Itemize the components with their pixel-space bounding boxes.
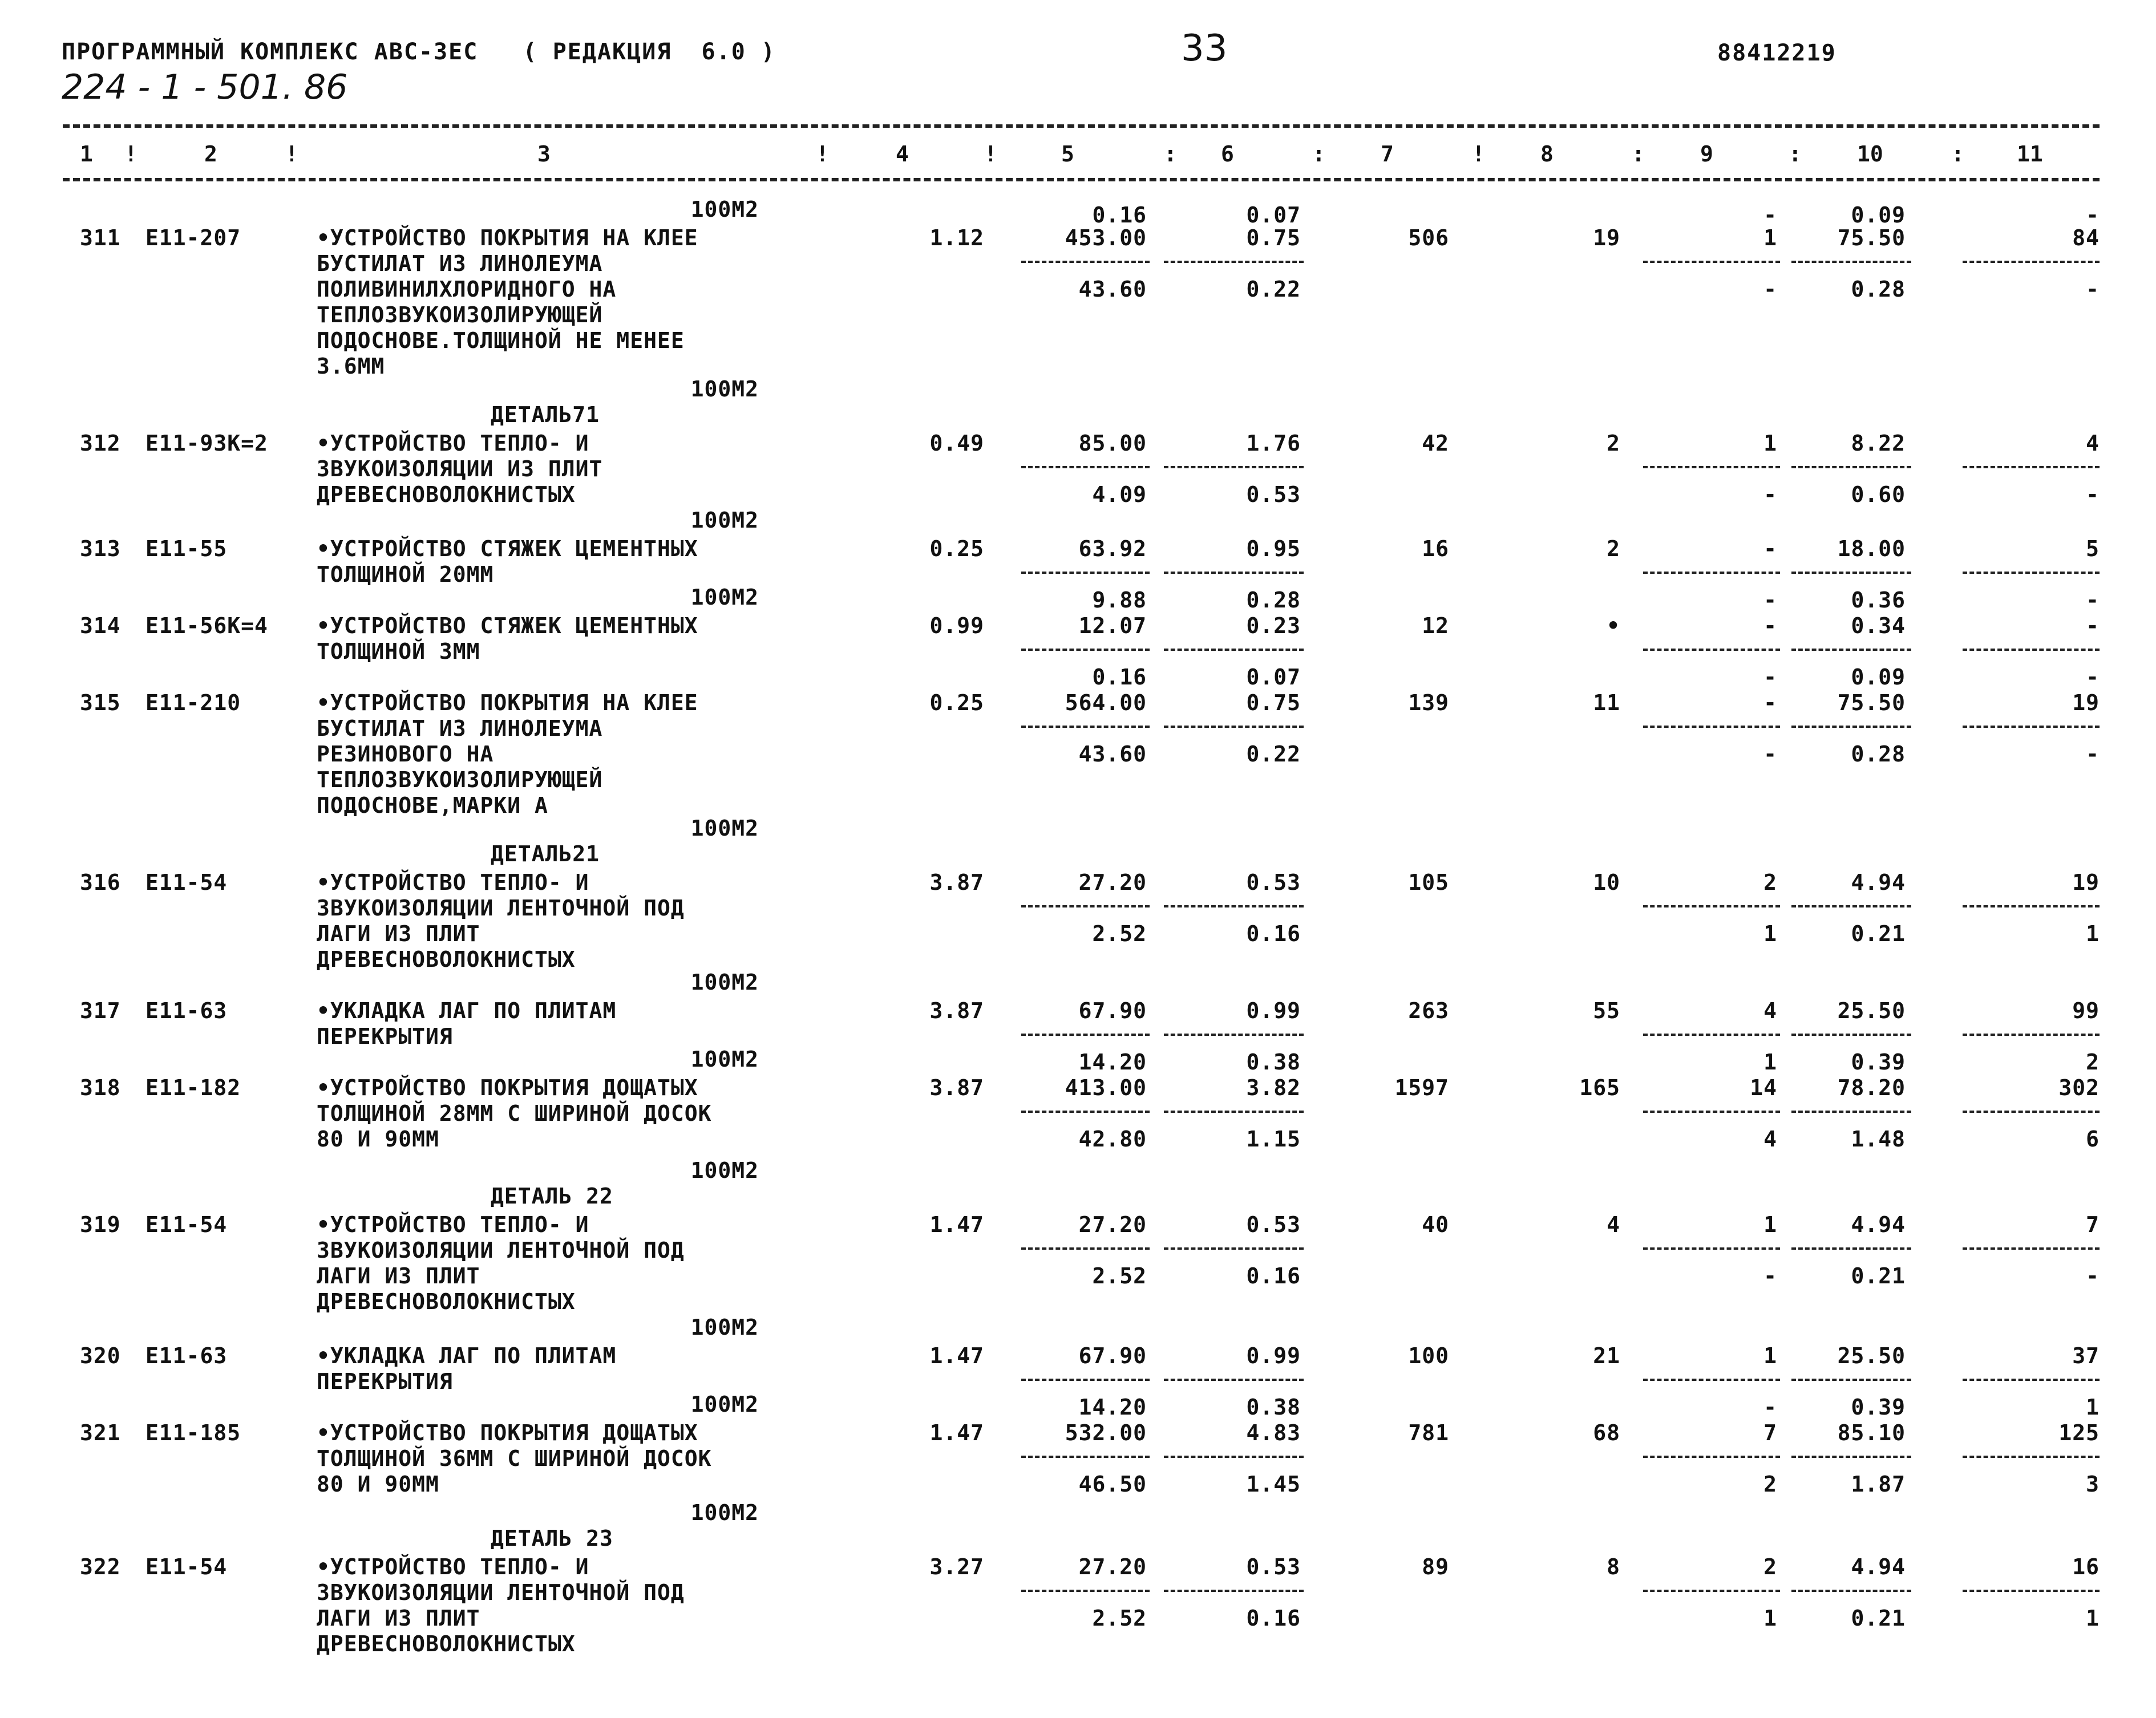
cell-c9-below: - <box>1763 664 1777 690</box>
cell-c9-below: - <box>1763 482 1777 507</box>
row-number: 316 <box>80 870 121 895</box>
work-description: •УСТРОЙСТВО ПОКРЫТИЯ ДОЩАТЫХ ТОЛЩИНОЙ 28ММ С ШИРИНОЙ ДОСОК 80 И 90ММ <box>317 1075 712 1152</box>
row-number: 311 <box>80 225 121 250</box>
dash-col5 <box>1021 1590 1150 1592</box>
dash-col6 <box>1164 905 1304 907</box>
work-description: •УСТРОЙСТВО ПОКРЫТИЯ ДОЩАТЫХ ТОЛЩИНОЙ 36ММ С ШИРИНОЙ ДОСОК 80 И 90ММ <box>317 1420 712 1497</box>
cell-c5-below: 2.52 <box>1092 1263 1147 1288</box>
dash-col9 <box>1643 905 1780 907</box>
cell-c6: 0.53 <box>1246 870 1301 895</box>
dash-col9 <box>1643 1379 1780 1381</box>
cell-c7: 506 <box>1408 225 1449 250</box>
cell-c5: 532.00 <box>1065 1420 1147 1445</box>
unit-label: 100М2 <box>690 816 759 841</box>
cell-c8: 11 <box>1593 690 1620 715</box>
row-number: 313 <box>80 536 121 561</box>
dash-col11 <box>1963 1456 2100 1458</box>
cell-c7: 263 <box>1408 998 1449 1023</box>
work-description: •УСТРОЙСТВО СТЯЖЕК ЦЕМЕНТНЫХ ТОЛЩИНОЙ 20ММ <box>317 536 698 587</box>
page-number: 33 <box>1181 27 1228 70</box>
cell-c11-below: 2 <box>2086 1050 2100 1075</box>
cell-c10-below: 1.48 <box>1851 1127 1906 1152</box>
work-description: •УКЛАДКА ЛАГ ПО ПЛИТАМ ПЕРЕКРЫТИЯ <box>317 1343 617 1394</box>
cell-c6: 0.99 <box>1246 1343 1301 1368</box>
cell-c11: 19 <box>2072 690 2100 715</box>
cell-c8: 21 <box>1593 1343 1620 1368</box>
norm-code: Е11-54 <box>145 1554 228 1579</box>
cell-c5: 85.00 <box>1078 431 1147 456</box>
norm-code: Е11-55 <box>145 536 228 561</box>
cell-c10: 75.50 <box>1837 690 1906 715</box>
cell-c6-above: 0.07 <box>1246 202 1301 228</box>
dash-col9 <box>1643 1111 1780 1113</box>
dash-col11 <box>1963 466 2100 468</box>
work-description: •УСТРОЙСТВО СТЯЖЕК ЦЕМЕНТНЫХ ТОЛЩИНОЙ 3ММ <box>317 613 698 664</box>
cell-c7: 89 <box>1422 1554 1449 1579</box>
cell-c9: 1 <box>1763 1343 1777 1368</box>
unit-label: 100М2 <box>690 197 759 222</box>
cell-c10-below: 0.21 <box>1851 1263 1906 1288</box>
cell-c10-above: 0.09 <box>1851 202 1906 228</box>
dash-col11 <box>1963 649 2100 651</box>
cell-c10: 4.94 <box>1851 1212 1906 1237</box>
cell-c10-below: 0.36 <box>1851 587 1906 613</box>
handwritten-project-code: 224 - 1 - 501. 86 <box>62 67 348 107</box>
dash-col9 <box>1643 649 1780 651</box>
cell-c8: 55 <box>1593 998 1620 1023</box>
dash-col10 <box>1791 1247 1911 1250</box>
cell-c11-below: 1 <box>2086 1395 2100 1420</box>
cell-c9-below: - <box>1763 1395 1777 1420</box>
unit-label: 100М2 <box>690 970 759 995</box>
dash-col9 <box>1643 1590 1780 1592</box>
cell-c6-below: 0.38 <box>1246 1395 1301 1420</box>
cell-c5: 27.20 <box>1078 1212 1147 1237</box>
cell-c4: 0.49 <box>929 431 984 456</box>
cell-c5-below: 43.60 <box>1078 742 1147 767</box>
dash-col10 <box>1791 1379 1911 1381</box>
cell-c11-below: 3 <box>2086 1472 2100 1497</box>
cell-c10-below: 0.60 <box>1851 482 1906 507</box>
cell-c9-below: - <box>1763 742 1777 767</box>
dash-col11 <box>1963 1590 2100 1592</box>
cell-c11-below: 6 <box>2086 1127 2100 1152</box>
cell-c9: 14 <box>1750 1075 1777 1100</box>
cell-c5-below: 43.60 <box>1078 277 1147 302</box>
cell-c9-below: 1 <box>1763 1050 1777 1075</box>
col-head-1: 1 <box>80 141 93 167</box>
dash-col11 <box>1963 261 2100 263</box>
cell-c11: 19 <box>2072 870 2100 895</box>
cell-c5-below: 0.16 <box>1092 664 1147 690</box>
cell-c9: - <box>1763 690 1777 715</box>
dash-col9 <box>1643 1034 1780 1036</box>
col-head-4: 4 <box>896 141 909 167</box>
cell-c10-below: 0.28 <box>1851 742 1906 767</box>
detail-label: ДЕТАЛЬ 23 <box>491 1526 613 1551</box>
unit-label: 100М2 <box>690 1392 759 1417</box>
row-number: 322 <box>80 1554 121 1579</box>
dash-col5 <box>1021 1034 1150 1036</box>
row-number: 312 <box>80 431 121 456</box>
cell-c10-below: 0.39 <box>1851 1050 1906 1075</box>
cell-c6-below: 0.07 <box>1246 664 1301 690</box>
cell-c10: 25.50 <box>1837 1343 1906 1368</box>
cell-c10: 0.34 <box>1851 613 1906 638</box>
dash-col6 <box>1164 466 1304 468</box>
col-head-11: 11 <box>2017 141 2043 167</box>
cell-c5-below: 4.09 <box>1092 482 1147 507</box>
dash-col6 <box>1164 1111 1304 1113</box>
dash-col10 <box>1791 649 1911 651</box>
cell-c4: 0.25 <box>929 536 984 561</box>
cell-c5-below: 9.88 <box>1092 587 1147 613</box>
cell-c5: 564.00 <box>1065 690 1147 715</box>
cell-c10: 18.00 <box>1837 536 1906 561</box>
dash-col10 <box>1791 905 1911 907</box>
cell-c5: 63.92 <box>1078 536 1147 561</box>
row-number: 318 <box>80 1075 121 1100</box>
unit-label: 100М2 <box>690 376 759 402</box>
cell-c10: 78.20 <box>1837 1075 1906 1100</box>
cell-c7: 12 <box>1422 613 1449 638</box>
cell-c9-below: - <box>1763 1263 1777 1288</box>
cell-c9-below: 1 <box>1763 1606 1777 1631</box>
cell-c7: 105 <box>1408 870 1449 895</box>
unit-label: 100М2 <box>690 1315 759 1340</box>
cell-c6-below: 0.16 <box>1246 921 1301 946</box>
detail-label: ДЕТАЛЬ71 <box>491 402 600 427</box>
dash-col6 <box>1164 649 1304 651</box>
cell-c10-below: 0.28 <box>1851 277 1906 302</box>
cell-c6-below: 0.22 <box>1246 742 1301 767</box>
document-page: ПРОГРАММНЫЙ КОМПЛЕКС АВС-3ЕС ( РЕДАКЦИЯ 6.0 ) 33 88412219 224 - 1 - 501. 86 1 2 3 4 5 6 7 8 9 10 11 ! ! ! ! : : ! : : : 100М2 311 Е11-207 •УСТРОЙСТВО ПОКРЫТИЯ НА КЛЕЕ БУСТИЛАТ ИЗ ЛИНОЛЕУМА ПОЛИВИНИЛХЛОРИДНОГО НА ТЕПЛОЗВУКОИЗОЛИРУЮЩЕЙ ПОДОСНОВЕ.ТОЛЩИНОЙ НЕ МЕНЕЕ 3.6ММ 1.12 453.00 0.16 43.60 0.75 0.07 0.22 506 19 1 - - 75.50 0.09 0.28 84 - - ДЕТАЛЬ71 100М2 312 Е11-93К=2 •УСТРОЙСТВО ТЕПЛО- И ЗВУКОИЗОЛЯЦИИ ИЗ ПЛИТ ДРЕВЕСНОВОЛОКНИСТЫХ 0.49 85.00 4.09 1.76 0.53 42 2 1 - 8.22 0.60 4 - 100М2 313 Е11-55 •УСТРОЙСТВО СТЯЖЕК ЦЕМЕНТНЫХ ТОЛЩИНОЙ 20ММ 0.25 63.92 9.88 0.95 0.28 16 2 - - 18.00 0.36 5 - 100М2 314 Е11-56К=4 •УСТРОЙСТВО СТЯЖЕК ЦЕМЕНТНЫХ ТОЛЩИНОЙ 3ММ 0.99 12.07 0.16 0.23 0.07 12 • - - 0.34 0.09 - - 315 Е11-210 •УСТРОЙСТВО ПОКРЫТИЯ НА КЛЕЕ БУСТИЛАТ ИЗ ЛИНОЛЕУМА РЕЗИНОВОГО НА ТЕПЛОЗВУКОИЗОЛИРУЮЩЕЙ ПОДОСНОВЕ,МАРКИ А 0.25 564.00 43.60 0.75 0.22 139 11 - - 75.50 0.28 19 - ДЕТАЛЬ21 100М2 316 Е11-54 •УСТРОЙСТВО ТЕПЛО- И ЗВУКОИЗОЛЯЦИИ ЛЕНТОЧНОЙ ПОД ЛАГИ ИЗ ПЛИТ ДРЕВЕСНОВОЛОКНИСТЫХ 3.87 27.20 2.52 0.53 0.16 105 10 2 1 4.94 0.21 19 1 100М2 317 Е11-63 •УКЛАДКА ЛАГ ПО ПЛИТАМ ПЕРЕКРЫТИЯ 3.87 67.90 14.20 0.99 0.38 263 55 4 1 25.50 0.39 99 2 100М2 318 Е11-182 •УСТРОЙСТВО ПОКРЫТИЯ ДОЩАТЫХ ТОЛЩИНОЙ 28ММ С ШИРИНОЙ ДОСОК 80 И 90ММ 3.87 413.00 42.80 3.82 1.15 1597 165 14 4 78.20 1.48 302 6 ДЕТАЛЬ 22 100М2 319 Е11-54 •УСТРОЙСТВО ТЕПЛО- И ЗВУКОИЗОЛЯЦИИ ЛЕНТОЧНОЙ ПОД ЛАГИ ИЗ ПЛИТ ДРЕВЕСНОВОЛОКНИСТЫХ 1.47 27.20 2.52 0.53 0.16 40 4 1 - 4.94 0.21 7 - 100М2 320 Е11-63 •УКЛАДКА ЛАГ ПО ПЛИТАМ ПЕРЕКРЫТИЯ 1.47 67.90 14.20 0.99 0.38 100 21 1 - 25.50 0.39 37 1 100М2 321 Е11-185 •УСТРОЙСТВО ПОКРЫТИЯ ДОЩАТЫХ ТОЛЩИНОЙ 36ММ С ШИРИНОЙ ДОСОК 80 И 90ММ 1.47 532.00 46.50 4.83 1.45 781 68 7 2 85.10 1.87 125 3 ДЕТАЛЬ 23 100М2 322 Е11-54 •УСТРОЙСТВО ТЕПЛО- И ЗВУКОИЗОЛЯЦИИ ЛЕНТОЧНОЙ ПОД ЛАГИ ИЗ ПЛИТ ДРЕВЕСНОВОЛОКНИСТЫХ 3.27 27.20 2.52 0.53 0.16 89 8 2 1 4.94 0.21 16 1 <box>62 27 2100 1656</box>
dash-col5 <box>1021 572 1150 574</box>
work-description: •УСТРОЙСТВО ТЕПЛО- И ЗВУКОИЗОЛЯЦИИ ЛЕНТОЧНОЙ ПОД ЛАГИ ИЗ ПЛИТ ДРЕВЕСНОВОЛОКНИСТЫХ <box>317 870 685 972</box>
unit-label: 100М2 <box>690 585 759 610</box>
cell-c4: 3.27 <box>929 1554 984 1579</box>
cell-c10: 8.22 <box>1851 431 1906 456</box>
cell-c8: 10 <box>1593 870 1620 895</box>
header-rule <box>63 178 2100 181</box>
norm-code: Е11-182 <box>145 1075 241 1100</box>
dash-col10 <box>1791 466 1911 468</box>
cell-c4: 1.47 <box>929 1420 984 1445</box>
norm-code: Е11-93К=2 <box>145 431 268 456</box>
dash-col5 <box>1021 1247 1150 1250</box>
cell-c7: 139 <box>1408 690 1449 715</box>
cell-c6: 0.99 <box>1246 998 1301 1023</box>
cell-c9-below: 1 <box>1763 921 1777 946</box>
norm-code: Е11-185 <box>145 1420 241 1445</box>
cell-c5: 67.90 <box>1078 998 1147 1023</box>
dash-col10 <box>1791 1590 1911 1592</box>
cell-c9: 2 <box>1763 870 1777 895</box>
cell-c4: 0.99 <box>929 613 984 638</box>
col-head-10: 10 <box>1857 141 1883 167</box>
unit-label: 100М2 <box>690 1500 759 1525</box>
cell-c6: 3.82 <box>1246 1075 1301 1100</box>
dash-col6 <box>1164 1590 1304 1592</box>
top-rule <box>63 124 2100 128</box>
norm-code: Е11-54 <box>145 870 228 895</box>
cell-c6: 0.95 <box>1246 536 1301 561</box>
dash-col9 <box>1643 1247 1780 1250</box>
cell-c11-below: - <box>2086 742 2100 767</box>
dash-col10 <box>1791 261 1911 263</box>
dash-col10 <box>1791 726 1911 728</box>
row-number: 320 <box>80 1343 121 1368</box>
cell-c9-below: - <box>1763 277 1777 302</box>
col-head-3: 3 <box>537 141 551 167</box>
cell-c11: 125 <box>2058 1420 2100 1445</box>
cell-c9: 1 <box>1763 225 1777 250</box>
cell-c5-below: 14.20 <box>1078 1050 1147 1075</box>
col-head-9: 9 <box>1700 141 1713 167</box>
dash-col10 <box>1791 572 1911 574</box>
cell-c8: 165 <box>1579 1075 1620 1100</box>
cell-c11-below: - <box>2086 482 2100 507</box>
cell-c9-below: 4 <box>1763 1127 1777 1152</box>
dash-col11 <box>1963 572 2100 574</box>
cell-c6: 4.83 <box>1246 1420 1301 1445</box>
cell-c6: 0.53 <box>1246 1212 1301 1237</box>
cell-c11-below: 1 <box>2086 1606 2100 1631</box>
dash-col9 <box>1643 572 1780 574</box>
cell-c5: 413.00 <box>1065 1075 1147 1100</box>
dash-col10 <box>1791 1034 1911 1036</box>
row-number: 315 <box>80 690 121 715</box>
dash-col5 <box>1021 1111 1150 1113</box>
cell-c10: 4.94 <box>1851 1554 1906 1579</box>
cell-c5: 27.20 <box>1078 1554 1147 1579</box>
detail-label: ДЕТАЛЬ21 <box>491 841 600 866</box>
cell-c8: 8 <box>1607 1554 1620 1579</box>
dash-col11 <box>1963 726 2100 728</box>
cell-c11: 302 <box>2058 1075 2100 1100</box>
dash-col11 <box>1963 1034 2100 1036</box>
cell-c11-below: - <box>2086 587 2100 613</box>
cell-c10: 25.50 <box>1837 998 1906 1023</box>
cell-c11: 37 <box>2072 1343 2100 1368</box>
cell-c5: 27.20 <box>1078 870 1147 895</box>
cell-c11-below: - <box>2086 277 2100 302</box>
cell-c9: - <box>1763 536 1777 561</box>
dash-col9 <box>1643 726 1780 728</box>
work-description: •УСТРОЙСТВО ТЕПЛО- И ЗВУКОИЗОЛЯЦИИ ЛЕНТОЧНОЙ ПОД ЛАГИ ИЗ ПЛИТ ДРЕВЕСНОВОЛОКНИСТЫХ <box>317 1554 685 1656</box>
cell-c9-above: - <box>1763 202 1777 228</box>
cell-c9: 7 <box>1763 1420 1777 1445</box>
cell-c5-below: 46.50 <box>1078 1472 1147 1497</box>
cell-c9: - <box>1763 613 1777 638</box>
cell-c6: 1.76 <box>1246 431 1301 456</box>
dash-col5 <box>1021 1456 1150 1458</box>
cell-c5-below: 14.20 <box>1078 1395 1147 1420</box>
cell-c10-below: 0.21 <box>1851 921 1906 946</box>
cell-c7: 16 <box>1422 536 1449 561</box>
cell-c8: 2 <box>1607 536 1620 561</box>
cell-c11-below: - <box>2086 664 2100 690</box>
cell-c11: 99 <box>2072 998 2100 1023</box>
cell-c5-below: 2.52 <box>1092 1606 1147 1631</box>
dash-col9 <box>1643 261 1780 263</box>
dash-col10 <box>1791 1111 1911 1113</box>
dash-col5 <box>1021 1379 1150 1381</box>
cell-c11-below: - <box>2086 1263 2100 1288</box>
cell-c9: 4 <box>1763 998 1777 1023</box>
work-description: •УСТРОЙСТВО ТЕПЛО- И ЗВУКОИЗОЛЯЦИИ ЛЕНТОЧНОЙ ПОД ЛАГИ ИЗ ПЛИТ ДРЕВЕСНОВОЛОКНИСТЫХ <box>317 1212 685 1314</box>
cell-c9-below: 2 <box>1763 1472 1777 1497</box>
norm-code: Е11-63 <box>145 998 228 1023</box>
cell-c10: 85.10 <box>1837 1420 1906 1445</box>
cell-c6-below: 0.53 <box>1246 482 1301 507</box>
cell-c11: 5 <box>2086 536 2100 561</box>
cell-c11-above: - <box>2086 202 2100 228</box>
cell-c6-below: 1.15 <box>1246 1127 1301 1152</box>
cell-c6-below: 1.45 <box>1246 1472 1301 1497</box>
cell-c7: 781 <box>1408 1420 1449 1445</box>
dash-col6 <box>1164 1034 1304 1036</box>
cell-c5-above: 0.16 <box>1092 202 1147 228</box>
dash-col11 <box>1963 1247 2100 1250</box>
cell-c6: 0.23 <box>1246 613 1301 638</box>
dash-col5 <box>1021 726 1150 728</box>
norm-code: Е11-207 <box>145 225 241 250</box>
cell-c8: 19 <box>1593 225 1620 250</box>
cell-c6-below: 0.28 <box>1246 587 1301 613</box>
cell-c5-below: 2.52 <box>1092 921 1147 946</box>
cell-c8: 68 <box>1593 1420 1620 1445</box>
cell-c6: 0.53 <box>1246 1554 1301 1579</box>
dash-col10 <box>1791 1456 1911 1458</box>
col-head-8: 8 <box>1540 141 1554 167</box>
cell-c4: 3.87 <box>929 870 984 895</box>
dash-col6 <box>1164 261 1304 263</box>
cell-c4: 3.87 <box>929 1075 984 1100</box>
work-description: •УКЛАДКА ЛАГ ПО ПЛИТАМ ПЕРЕКРЫТИЯ <box>317 998 617 1049</box>
cell-c8: 4 <box>1607 1212 1620 1237</box>
col-head-2: 2 <box>204 141 217 167</box>
dash-col11 <box>1963 1379 2100 1381</box>
cell-c6-below: 0.16 <box>1246 1606 1301 1631</box>
dash-col6 <box>1164 1379 1304 1381</box>
dash-col11 <box>1963 905 2100 907</box>
norm-code: Е11-210 <box>145 690 241 715</box>
cell-c5: 12.07 <box>1078 613 1147 638</box>
cell-c9: 1 <box>1763 431 1777 456</box>
row-number: 317 <box>80 998 121 1023</box>
dash-col6 <box>1164 572 1304 574</box>
dash-col5 <box>1021 649 1150 651</box>
cell-c11: 84 <box>2072 225 2100 250</box>
cell-c7: 100 <box>1408 1343 1449 1368</box>
dash-col11 <box>1963 1111 2100 1113</box>
norm-code: Е11-56К=4 <box>145 613 268 638</box>
unit-label: 100М2 <box>690 508 759 533</box>
cell-c11: - <box>2086 613 2100 638</box>
cell-c4: 0.25 <box>929 690 984 715</box>
cell-c6: 0.75 <box>1246 690 1301 715</box>
cell-c7: 42 <box>1422 431 1449 456</box>
dash-col6 <box>1164 1247 1304 1250</box>
cell-c6-below: 0.16 <box>1246 1263 1301 1288</box>
cell-c7: 40 <box>1422 1212 1449 1237</box>
cell-c4: 1.12 <box>929 225 984 250</box>
cell-c9-below: - <box>1763 587 1777 613</box>
cell-c11-below: 1 <box>2086 921 2100 946</box>
cell-c9: 1 <box>1763 1212 1777 1237</box>
document-code: 88412219 <box>1717 40 1837 66</box>
norm-code: Е11-54 <box>145 1212 228 1237</box>
cell-c4: 1.47 <box>929 1212 984 1237</box>
row-number: 321 <box>80 1420 121 1445</box>
cell-c4: 3.87 <box>929 998 984 1023</box>
cell-c9: 2 <box>1763 1554 1777 1579</box>
cell-c6-below: 0.22 <box>1246 277 1301 302</box>
row-number: 314 <box>80 613 121 638</box>
cell-c10: 4.94 <box>1851 870 1906 895</box>
cell-c5: 67.90 <box>1078 1343 1147 1368</box>
work-description: •УСТРОЙСТВО ТЕПЛО- И ЗВУКОИЗОЛЯЦИИ ИЗ ПЛИТ ДРЕВЕСНОВОЛОКНИСТЫХ <box>317 431 603 507</box>
cell-c6-below: 0.38 <box>1246 1050 1301 1075</box>
dash-col9 <box>1643 1456 1780 1458</box>
dash-col9 <box>1643 466 1780 468</box>
dash-col5 <box>1021 261 1150 263</box>
cell-c11: 16 <box>2072 1554 2100 1579</box>
dash-col6 <box>1164 726 1304 728</box>
program-header: ПРОГРАММНЫЙ КОМПЛЕКС АВС-3ЕС ( РЕДАКЦИЯ 6.0 ) <box>62 39 776 65</box>
unit-label: 100М2 <box>690 1158 759 1183</box>
cell-c10: 75.50 <box>1837 225 1906 250</box>
dash-col6 <box>1164 1456 1304 1458</box>
unit-label: 100М2 <box>690 1047 759 1072</box>
col-head-6: 6 <box>1221 141 1234 167</box>
cell-c11: 7 <box>2086 1212 2100 1237</box>
cell-c5: 453.00 <box>1065 225 1147 250</box>
cell-c10-below: 0.21 <box>1851 1606 1906 1631</box>
row-number: 319 <box>80 1212 121 1237</box>
cell-c8: 2 <box>1607 431 1620 456</box>
col-head-5: 5 <box>1061 141 1074 167</box>
norm-code: Е11-63 <box>145 1343 228 1368</box>
cell-c10-below: 0.39 <box>1851 1395 1906 1420</box>
cell-c7: 1597 <box>1394 1075 1449 1100</box>
cell-c6: 0.75 <box>1246 225 1301 250</box>
cell-c11: 4 <box>2086 431 2100 456</box>
dash-col5 <box>1021 905 1150 907</box>
cell-c10-below: 1.87 <box>1851 1472 1906 1497</box>
cell-c4: 1.47 <box>929 1343 984 1368</box>
cell-c10-below: 0.09 <box>1851 664 1906 690</box>
col-head-7: 7 <box>1381 141 1394 167</box>
dash-col5 <box>1021 466 1150 468</box>
work-description: •УСТРОЙСТВО ПОКРЫТИЯ НА КЛЕЕ БУСТИЛАТ ИЗ ЛИНОЛЕУМА ПОЛИВИНИЛХЛОРИДНОГО НА ТЕПЛОЗВУКОИЗОЛИРУЮЩЕЙ ПОДОСНОВЕ.ТОЛЩИНОЙ НЕ МЕНЕЕ 3.6ММ <box>317 225 698 379</box>
cell-c5-below: 42.80 <box>1078 1127 1147 1152</box>
cell-c8: • <box>1607 613 1620 638</box>
detail-label: ДЕТАЛЬ 22 <box>491 1184 613 1209</box>
work-description: •УСТРОЙСТВО ПОКРЫТИЯ НА КЛЕЕ БУСТИЛАТ ИЗ ЛИНОЛЕУМА РЕЗИНОВОГО НА ТЕПЛОЗВУКОИЗОЛИРУЮЩЕЙ ПОДОСНОВЕ,МАРКИ А <box>317 690 698 818</box>
